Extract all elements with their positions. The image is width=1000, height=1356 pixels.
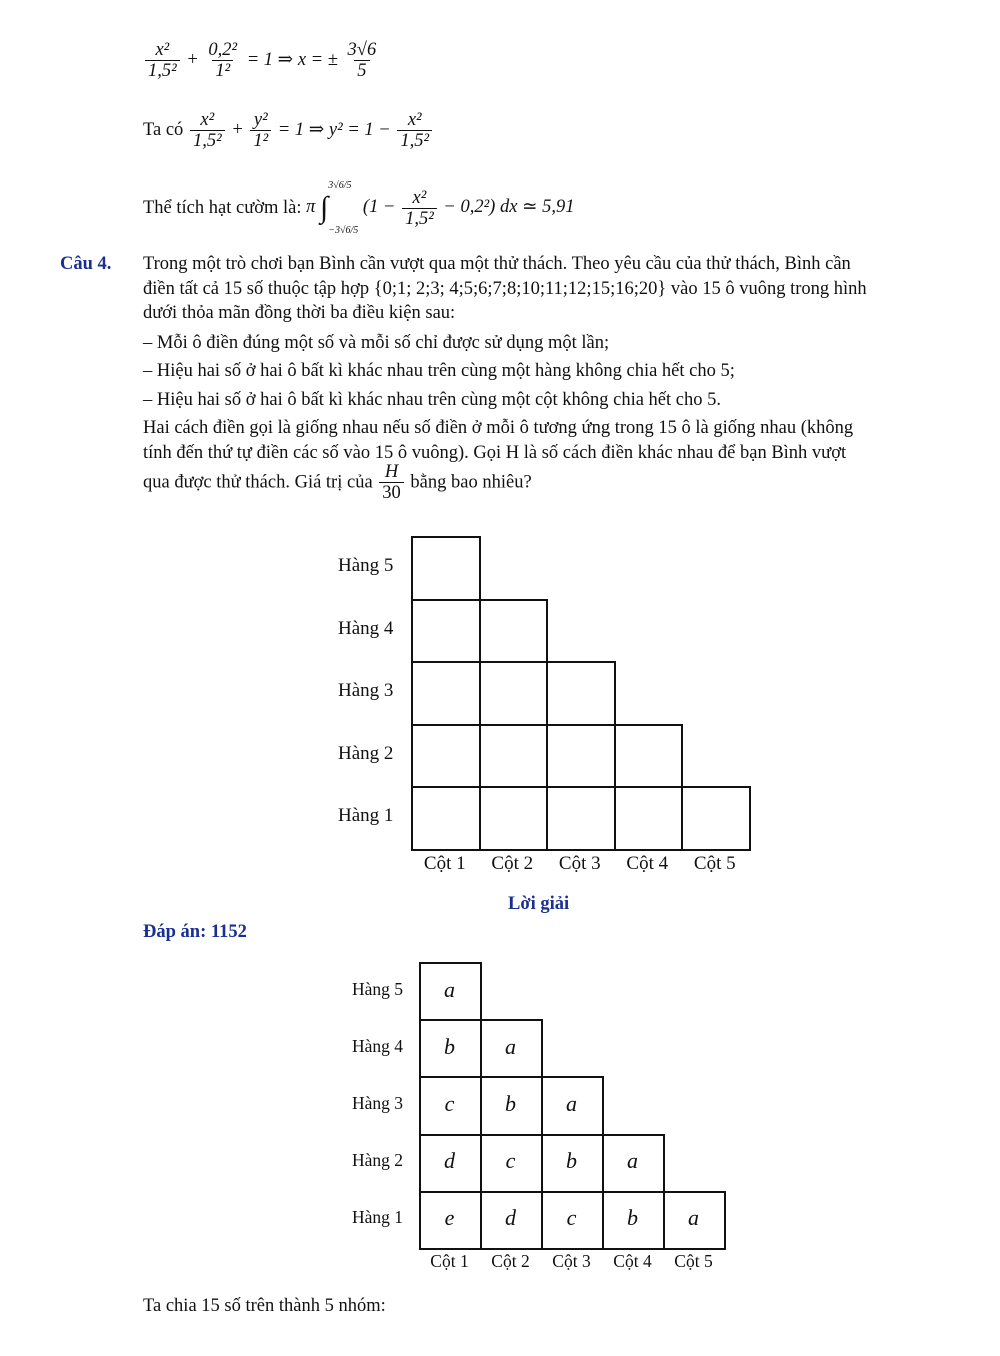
footer-text: Ta chia 15 số trên thành 5 nhóm: [143, 1296, 386, 1316]
row-label: Hàng 5 [352, 978, 404, 999]
numerator: y² [253, 110, 268, 130]
cell-variable: b [627, 1205, 638, 1231]
grid-cell [546, 661, 616, 726]
integrand-close: − 0,2²) [443, 197, 496, 218]
cell-variable: e [444, 1205, 455, 1231]
grid-cell [479, 661, 549, 726]
denominator: 1² [212, 60, 233, 81]
row-label: Hàng 5 [338, 555, 394, 577]
column-label: Cột 4 [626, 853, 669, 874]
grid-cell [546, 724, 616, 789]
text-prefix: Ta có [143, 119, 184, 140]
cell-variable: b [566, 1148, 577, 1174]
column-label: Cột 2 [491, 1251, 530, 1271]
numerator: x² [412, 187, 427, 208]
fraction-h-over-30 [379, 462, 404, 503]
numerator: 0,2² [208, 40, 238, 60]
numerator: x² [200, 110, 215, 130]
pi-symbol: π [306, 197, 316, 218]
fraction [205, 40, 240, 81]
paragraph-text: bằng bao nhiêu? [410, 472, 532, 493]
question-label: Câu 4. [60, 254, 112, 274]
denominator: 1,5² [402, 208, 437, 229]
denominator: 1,5² [190, 130, 225, 151]
question-last-line [143, 462, 532, 503]
paragraph-line: dưới thỏa mãn đồng thời ba điều kiện sau: [143, 303, 456, 323]
formula-line-3 [143, 180, 575, 236]
grid-cell [546, 786, 616, 851]
numerator: x² [407, 110, 422, 130]
column-label: Cột 5 [693, 853, 736, 874]
row-label: Hàng 3 [352, 1093, 404, 1113]
grid-cell [411, 724, 481, 789]
cell-variable: d [505, 1205, 516, 1231]
condition-2: – Hiệu hai số ở hai ô bất kì khác nhau trên cùng một hàng không chia hết cho 5; [143, 361, 735, 381]
column-label: Cột 2 [491, 853, 534, 874]
denominator: 1² [250, 130, 271, 151]
grid-cell [411, 599, 481, 664]
paragraph-line: Hai cách điền gọi là giống nhau nếu số điền ở mỗi ô tương ứng trong 15 ô là giống nhau (không [143, 418, 854, 438]
row-label: Hàng 2 [338, 742, 394, 764]
plus-sign: + [231, 119, 244, 140]
integral-lower-bound: −3√6/5 [328, 225, 359, 236]
column-label: Cột 4 [613, 1251, 652, 1271]
solution-title: Lời giải [508, 894, 570, 914]
column-label: Cột 1 [430, 1251, 469, 1271]
paragraph-line: tính đến thứ tự điền các số vào 15 ô vuông). Gọi H là số cách điền khác nhau để bạn Bình vượt [143, 442, 847, 463]
formula-line-1 [143, 40, 381, 81]
numerator: 3√6 [347, 40, 377, 60]
integral-upper-bound: 3√6/5 [328, 180, 352, 191]
row-label: Hàng 4 [352, 1035, 404, 1056]
row-label: Hàng 2 [352, 1150, 404, 1171]
denominator: 30 [379, 482, 404, 503]
equation-text: = 1 ⇒ x = ± [246, 49, 338, 70]
cell-variable: a [688, 1205, 699, 1231]
question-text [143, 252, 867, 465]
cell-variable: c [505, 1148, 516, 1174]
equation-text: = 1 ⇒ y² = 1 − [277, 119, 391, 140]
denominator: 5 [354, 60, 369, 81]
grid-cell [614, 786, 684, 851]
plus-sign: + [186, 49, 199, 70]
cell-variable: d [444, 1148, 455, 1174]
column-label: Cột 1 [423, 853, 466, 874]
text-prefix: Thể tích hạt cườm là: [143, 198, 302, 218]
answer-text: Đáp án: 1152 [143, 922, 247, 942]
paragraph-line: điền tất cả 15 số thuộc tập hợp {0;1; 2;3; 4;5;6;7;8;10;11;12;15;16;20} vào 15 ô vuông trong hình [143, 278, 867, 299]
cell-variable: c [566, 1205, 577, 1231]
grid-cell [614, 724, 684, 789]
column-label: Cột 3 [552, 1251, 591, 1271]
numerator: H [384, 462, 399, 482]
numerator: x² [155, 40, 170, 60]
fraction [345, 40, 380, 81]
cell-variable: b [505, 1091, 516, 1116]
formula-line-2 [143, 110, 434, 151]
condition-1: – Mỗi ô điền đúng một số và mỗi số chỉ được sử dụng một lần; [143, 332, 610, 353]
cell-variable: c [444, 1091, 455, 1116]
column-label: Cột 5 [674, 1251, 713, 1271]
cell-variable: a [444, 976, 455, 1002]
denominator: 1,5² [145, 60, 180, 81]
grid-cell [411, 536, 481, 601]
grid-cell [479, 599, 549, 664]
grid-cell [411, 661, 481, 726]
denominator: 1,5² [397, 130, 432, 151]
cell-variable: a [627, 1148, 638, 1174]
grid-cell [479, 786, 549, 851]
cell-variable: b [444, 1033, 455, 1059]
fraction [397, 110, 432, 151]
integral-result: dx ≃ 5,91 [499, 197, 575, 218]
fraction [402, 188, 437, 229]
paragraph-line: Trong một trò chơi bạn Bình cần vượt qua một thử thách. Theo yêu cầu của thử thách, Bình cần [143, 254, 851, 274]
grid-cell [411, 786, 481, 851]
grid-cell [479, 724, 549, 789]
condition-3: – Hiệu hai số ở hai ô bất kì khác nhau trên cùng một cột không chia hết cho 5. [143, 389, 721, 410]
fraction [250, 110, 271, 151]
integrand-open: (1 − [362, 197, 396, 218]
paragraph-text: qua được thử thách. Giá trị của [143, 472, 373, 493]
cell-variable: a [505, 1033, 516, 1059]
row-label: Hàng 1 [338, 805, 394, 827]
column-label: Cột 3 [558, 853, 601, 874]
row-label: Hàng 3 [338, 680, 394, 702]
integral-icon: ∫ [320, 191, 329, 224]
row-label: Hàng 4 [338, 617, 394, 639]
grid-cell [681, 786, 751, 851]
fraction [190, 110, 225, 151]
cell-variable: a [566, 1091, 577, 1116]
fraction [145, 40, 180, 81]
row-label: Hàng 1 [352, 1207, 404, 1228]
